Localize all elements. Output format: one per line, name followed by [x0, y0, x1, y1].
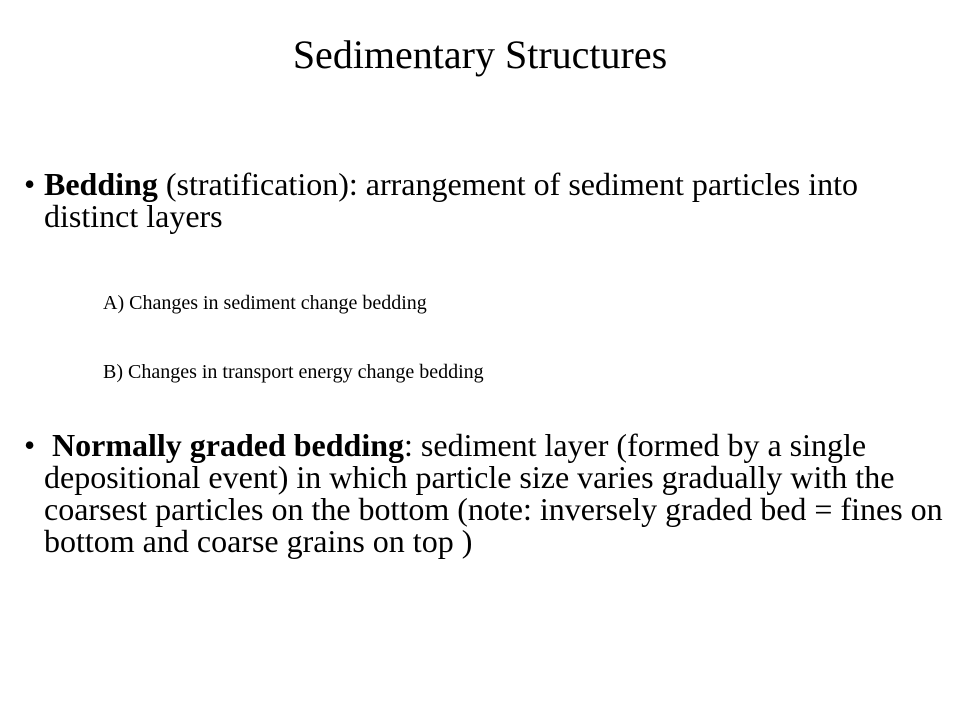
subitem-a: A) Changes in sediment change bedding	[103, 292, 427, 314]
bullet-text	[44, 168, 948, 232]
subitem-b: B) Changes in transport energy change bedding	[103, 361, 484, 383]
bullet-marker: •	[24, 427, 36, 463]
bullet-description: (stratification): arrangement of sediment particles into distinct layers	[44, 166, 859, 234]
bullet-lead-space	[44, 427, 52, 463]
bullet-term: Normally graded bedding	[52, 427, 405, 463]
bullet-marker: •	[24, 166, 36, 202]
bullet-text	[44, 427, 951, 559]
slide-title: Sedimentary Structures	[292, 32, 668, 77]
bullet-term: Bedding	[44, 166, 158, 202]
bullet-description: : sediment layer (formed by a single depositional event) in which particle size varies gradually with the coarsest particles on the bottom (note: inversely graded bed = fines on bottom and coarse grains on top )	[44, 427, 951, 559]
